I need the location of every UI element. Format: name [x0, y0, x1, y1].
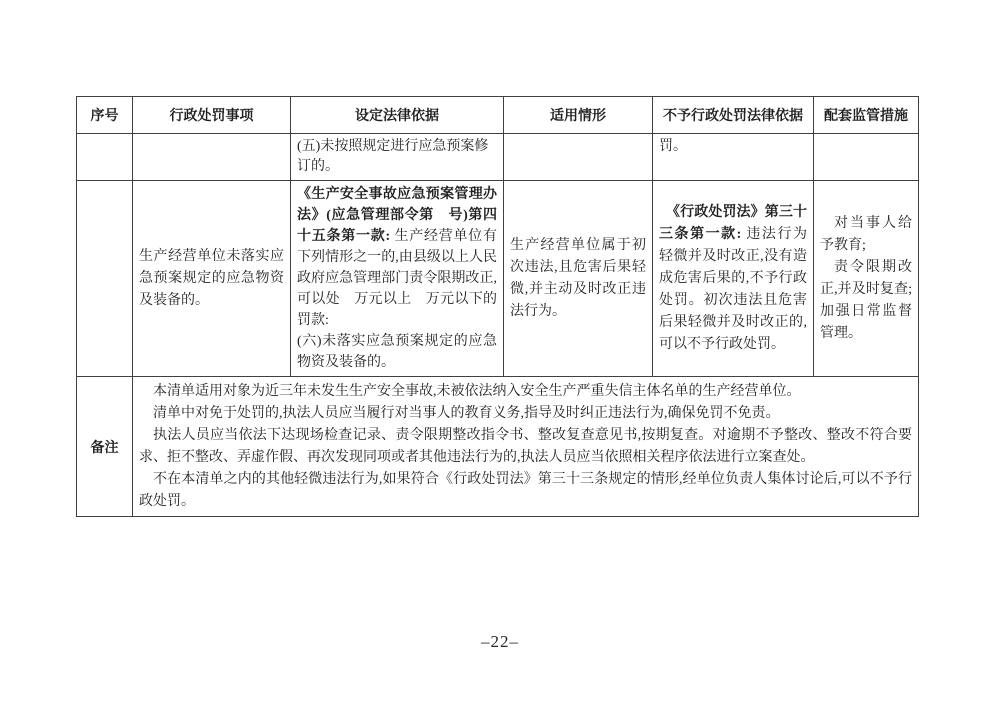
- cell-empty-seq: [77, 134, 133, 181]
- cell-item-no-penalty: [653, 181, 814, 377]
- header-applicable-situation: 适用情形: [504, 97, 653, 134]
- cell-item-legal-basis: [291, 181, 504, 377]
- remarks-paragraph-1: 本清单适用对象为近三年未发生生产安全事故,未被依法纳入安全生产严重失信主体名单的生产经营单位。: [153, 383, 801, 399]
- table-row-item: [77, 181, 919, 377]
- legal-basis-body: 生产经营单位有下列情形之一的,由县级以上人民政府应急管理部门责令限期改正,可以处 万元以上 万元以下的罚款:: [297, 229, 497, 328]
- applicable-situation-text: 生产经营单位属于初次违法,且危害后果轻微,并主动及时改正违法行为。: [510, 237, 646, 319]
- no-penalty-paragraph: [659, 202, 807, 356]
- cell-empty-situation: [504, 134, 653, 181]
- no-penalty-citation: 《行政处罚法》第三十三条第一款:: [659, 204, 807, 242]
- table-row-carryover: [77, 134, 919, 181]
- cell-empty-penalty-item: [133, 134, 291, 181]
- legal-basis-paragraph: [297, 184, 497, 331]
- carryover-legal-basis-text: (五)未按照规定进行应急预案修订的。: [297, 139, 489, 174]
- cell-item-situation: [504, 181, 653, 377]
- legal-basis-subitem: (六)未落实应急预案规定的应急物资及装备的。: [297, 334, 497, 370]
- supervision-measure-2: 责令限期改正,并及时复查;加强日常监督管理。: [820, 259, 912, 341]
- remarks-content-cell: [133, 377, 919, 517]
- remarks-label: 备注: [77, 377, 133, 517]
- no-penalty-body: 违法行为轻微并及时改正,没有造成危害后果的,不予行政处罚。初次违法且危害后果轻微并及时改正的,可以不予行政处罚。: [659, 226, 808, 352]
- penalty-item-text: 生产经营单位未落实应急预案规定的应急物资及装备的。: [139, 248, 284, 308]
- legal-basis-citation: 《生产安全事故应急预案管理办法》(应急管理部令第 号)第四十五条第一款:: [297, 187, 497, 244]
- supervision-measure-1: 对当事人给予教育;: [820, 215, 912, 253]
- cell-empty-measures: [814, 134, 919, 181]
- header-seq-number: 序号: [77, 97, 133, 134]
- cell-item-measures: [814, 181, 919, 377]
- cell-carryover-no-penalty: [653, 134, 814, 181]
- header-supervision-measures: 配套监管措施: [814, 97, 919, 134]
- remarks-paragraph-3: 执法人员应当依法下达现场检查记录、责令限期整改指令书、整改复查意见书,按期复查。对逾期不予整改、整改不符合要求、拒不整改、弄虚作假、再次发现同项或者其他违法行为的,执法人员应当依照相关程序依法进行立案查处。: [139, 427, 912, 465]
- cell-item-penalty-item: [133, 181, 291, 377]
- remarks-paragraph-2: 清单中对免于处罚的,执法人员应当履行对当事人的教育义务,指导及时纠正违法行为,确保免罚不免责。: [153, 405, 780, 421]
- table-row-remarks: [77, 377, 919, 517]
- header-legal-basis: 设定法律依据: [291, 97, 504, 134]
- cell-carryover-legal-basis: [291, 134, 504, 181]
- header-penalty-item: 行政处罚事项: [133, 97, 291, 134]
- penalty-exemption-table: [76, 96, 919, 517]
- header-no-penalty-basis: 不予行政处罚法律依据: [653, 97, 814, 134]
- remarks-paragraph-4: 不在本清单之内的其他轻微违法行为,如果符合《行政处罚法》第三十三条规定的情形,经单位负责人集体讨论后,可以不予行政处罚。: [139, 471, 912, 509]
- cell-item-seq: [77, 181, 133, 377]
- table-header-row: [77, 97, 919, 134]
- carryover-no-penalty-text: 罚。: [659, 139, 687, 154]
- page-number: –22–: [481, 632, 519, 651]
